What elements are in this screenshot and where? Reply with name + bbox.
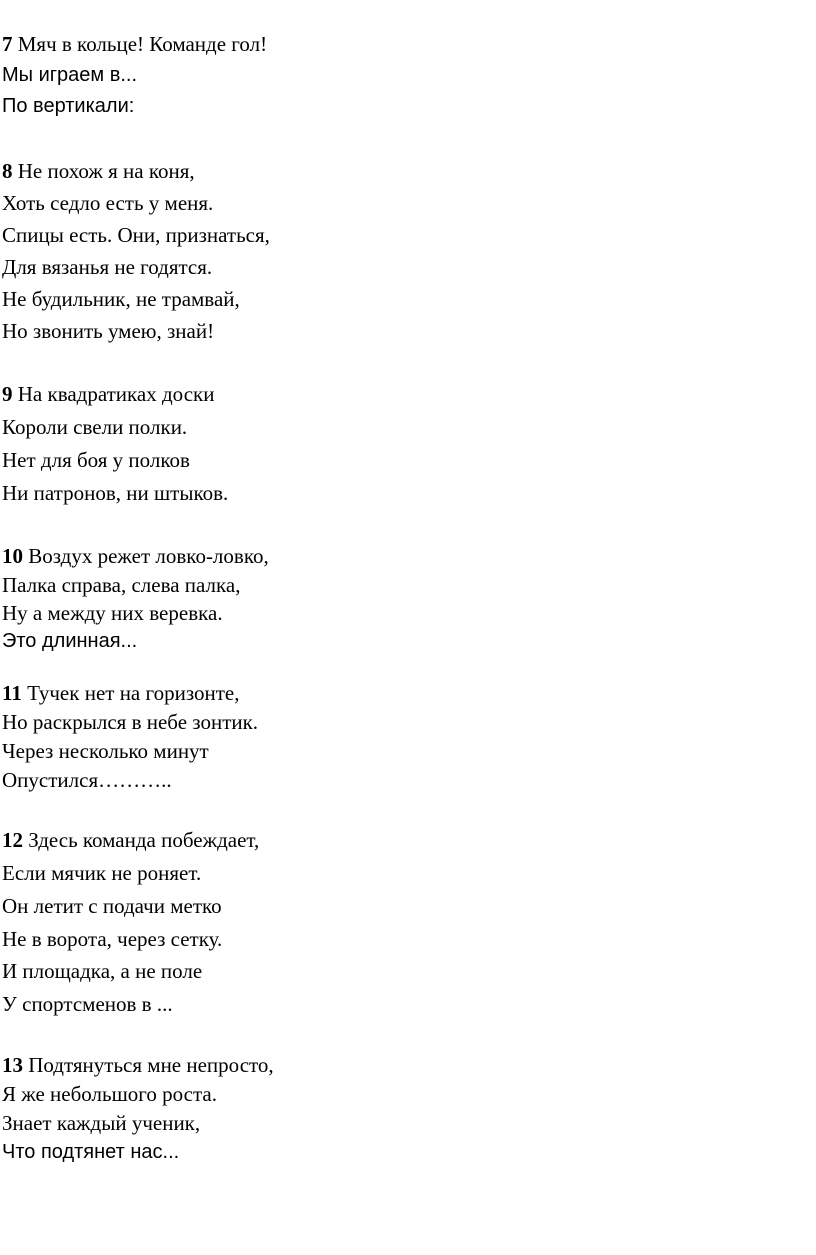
riddle-12-first-line <box>2 828 259 852</box>
riddle-12-line: У спортсменов в ... <box>2 992 173 1016</box>
riddle-8-line: Не будильник, не трамвай, <box>2 287 240 311</box>
riddle-10-first-line <box>2 544 269 568</box>
riddle-8-line: Спицы есть. Они, признаться, <box>2 223 270 247</box>
riddle-11-line: Опустился……….. <box>2 768 172 792</box>
riddle-9-line: Короли свели полки. <box>2 415 188 439</box>
riddle-13-line: Я же небольшого роста. <box>2 1082 217 1106</box>
riddle-number: 12 <box>2 828 23 852</box>
riddle-text: Мяч в кольце! Команде гол! <box>17 32 268 56</box>
riddle-12-line: Он летит с подачи метко <box>2 894 222 918</box>
riddle-13-line: Что подтянет нас... <box>2 1141 180 1163</box>
riddle-text: Подтянуться мне непросто, <box>28 1053 274 1077</box>
riddle-text: На квадратиках доски <box>17 382 215 406</box>
riddle-11-line: Через несколько минут <box>2 739 209 763</box>
riddle-9-line: Ни патронов, ни штыков. <box>2 481 229 505</box>
riddle-12-line: Не в ворота, через сетку. <box>2 927 223 951</box>
riddle-10-line: Это длинная... <box>2 630 138 652</box>
riddle-number: 9 <box>2 382 13 406</box>
riddle-8-line: Но звонить умею, знай! <box>2 319 215 343</box>
riddle-number: 13 <box>2 1053 23 1077</box>
riddle-number: 11 <box>2 681 22 705</box>
riddle-text: Воздух режет ловко-ловко, <box>28 544 269 568</box>
riddle-text: Не похож я на коня, <box>17 159 195 183</box>
riddle-text: Здесь команда побеждает, <box>28 828 260 852</box>
riddle-12-line: Если мячик не роняет. <box>2 861 202 885</box>
riddle-11-line: Но раскрылся в небе зонтик. <box>2 710 259 734</box>
riddle-8-line: Хоть седло есть у меня. <box>2 191 214 215</box>
riddle-9-first-line <box>2 382 214 406</box>
riddle-7-first-line <box>2 32 267 56</box>
riddle-number: 7 <box>2 32 13 56</box>
riddle-10-line: Палка справа, слева палка, <box>2 573 241 597</box>
riddle-number: 10 <box>2 544 23 568</box>
riddle-7-line: Мы играем в... <box>2 64 138 86</box>
riddle-13-first-line <box>2 1053 274 1077</box>
riddle-12-line: И площадка, а не поле <box>2 959 203 983</box>
riddle-number: 8 <box>2 159 13 183</box>
riddle-10-line: Ну а между них веревка. <box>2 601 223 625</box>
riddle-13-line: Знает каждый ученик, <box>2 1111 201 1135</box>
riddle-7-line: По вертикали: <box>2 95 135 117</box>
riddle-9-line: Нет для боя у полков <box>2 448 190 472</box>
riddle-8-first-line <box>2 159 195 183</box>
riddle-8-line: Для вязанья не годятся. <box>2 255 213 279</box>
riddle-11-first-line <box>2 681 240 705</box>
riddle-text: Тучек нет на горизонте, <box>27 681 240 705</box>
